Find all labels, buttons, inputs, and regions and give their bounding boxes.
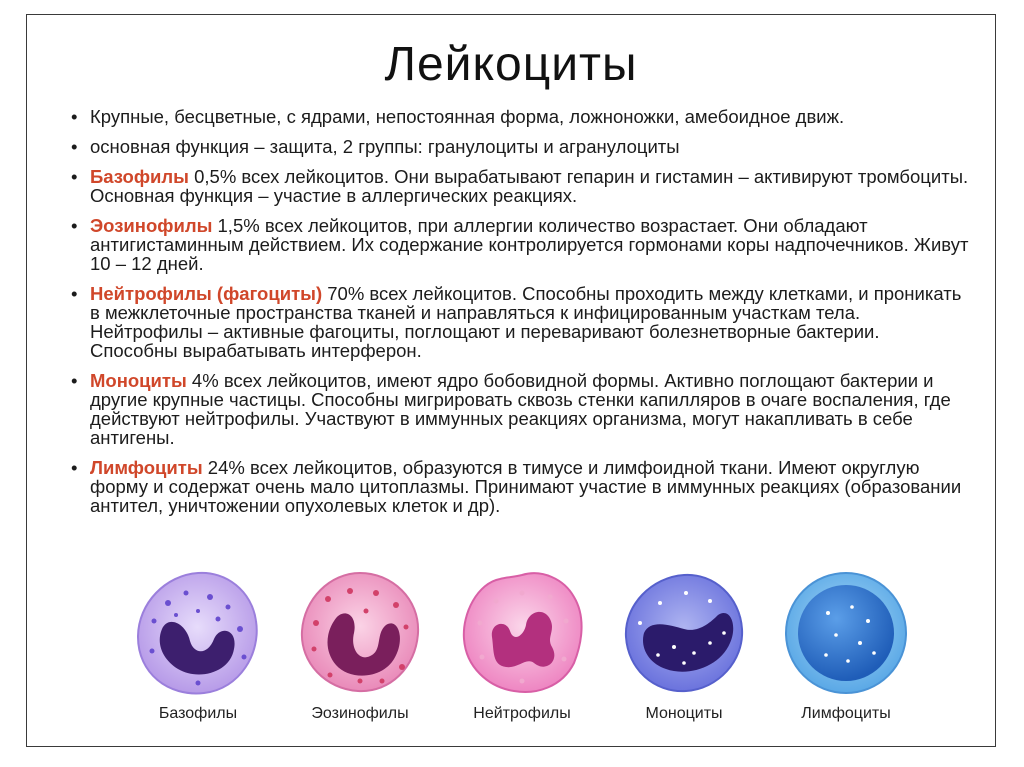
bullet-text: основная функция – защита, 2 группы: гранулоциты и агранулоциты xyxy=(90,136,680,157)
slide-title: Лейкоциты xyxy=(384,38,638,91)
cell-label: Лимфоциты xyxy=(801,705,891,722)
basophil-cell-illustration xyxy=(128,563,268,703)
bullet-text: Крупные, бесцветные, с ядрами, непостоянная форма, ложноножки, амебоидное движ. xyxy=(90,106,845,127)
cell-eosinophil xyxy=(285,563,435,743)
bullet-item xyxy=(71,137,971,156)
bullet-text: 0,5% всех лейкоцитов. Они вырабатывают гепарин и гистамин – активируют тромбоциты. Основная функция – участие в аллергических реакциях. xyxy=(90,166,969,206)
neutrophil-cell-illustration xyxy=(452,563,592,703)
cell-illustrations xyxy=(123,563,913,743)
bullet-item xyxy=(71,167,971,205)
cell-basophil xyxy=(123,563,273,743)
bullet-text: 1,5% всех лейкоцитов, при аллергии количество возрастает. Они обладают антигистаминным действием. Их содержание контролируется гормонами коры надпочечников. Живут 10 – 12 дней. xyxy=(90,215,969,274)
monocyte-cell-illustration xyxy=(614,563,754,703)
bullet-text: 70% всех лейкоцитов. Способны проходить между клетками, и проникать в межклеточные пространства тканей и направляться к инфицированным участкам тела. Нейтрофилы – активные фагоциты, поглощают и переваривают болезнетворные бактерии. Способны вырабатывать интерферон. xyxy=(90,283,962,361)
bullet-item xyxy=(71,371,971,447)
cell-label: Моноциты xyxy=(645,705,723,722)
bullet-text: 24% всех лейкоцитов, образуются в тимусе и лимфоидной ткани. Имеют округлую форму и содержат очень мало цитоплазмы. Принимают участие в иммунных реакциях (образовании антител, уничтожении опухолевых клеток и др). xyxy=(90,457,962,516)
bullet-item xyxy=(71,107,971,126)
bullet-list xyxy=(71,107,971,526)
eosinophil-cell-illustration xyxy=(290,563,430,703)
cell-monocyte xyxy=(609,563,759,743)
bullet-item xyxy=(71,284,971,360)
bullet-item xyxy=(71,216,971,273)
bullet-item xyxy=(71,458,971,515)
slide xyxy=(26,14,996,747)
cell-neutrophil xyxy=(447,563,597,743)
cell-lymphocyte xyxy=(771,563,921,743)
bullet-term: Моноциты xyxy=(90,370,187,391)
bullet-term: Базофилы xyxy=(90,166,189,187)
bullet-term: Нейтрофилы (фагоциты) xyxy=(90,283,323,304)
bullet-term: Лимфоциты xyxy=(90,457,203,478)
bullet-text: 4% всех лейкоцитов, имеют ядро бобовидной формы. Активно поглощают бактерии и другие крупные частицы. Способны мигрировать сквозь стенки капилляров в очаге воспаления, где действуют нейтрофилы. Участвуют в иммунных реакциях организма, могут накапливать в себе антигены. xyxy=(90,370,951,448)
cell-label: Эозинофилы xyxy=(311,705,409,722)
cell-label: Базофилы xyxy=(158,705,238,722)
bullet-term: Эозинофилы xyxy=(90,215,213,236)
cell-label: Нейтрофилы xyxy=(473,705,571,722)
lymphocyte-cell-illustration xyxy=(776,563,916,703)
